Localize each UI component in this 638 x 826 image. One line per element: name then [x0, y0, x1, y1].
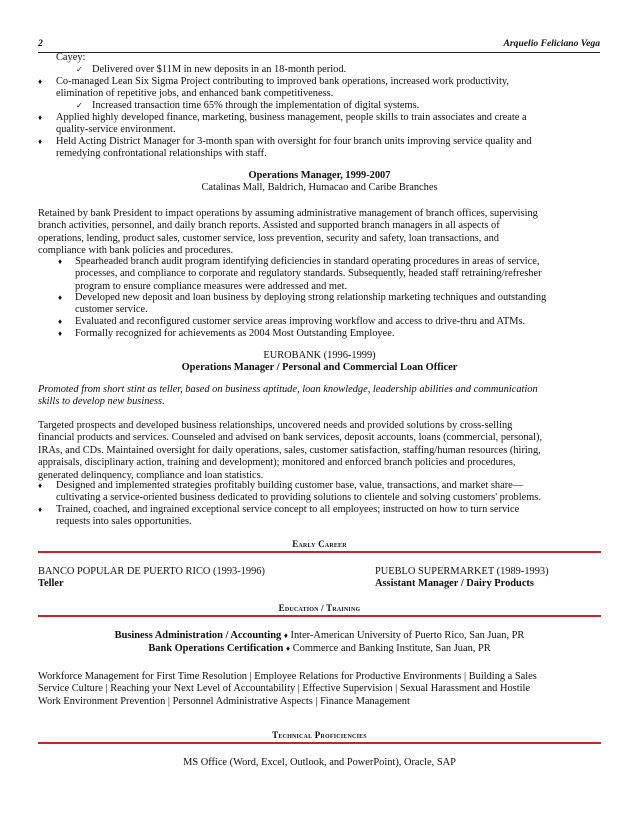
bullet-item: ♦ Trained, coached, and ingrained exceptional service concept to all employees; instructed on how to turn service requests into sales opportunities.: [38, 504, 520, 528]
bullet-item: ♦ Co-managed Lean Six Sigma Project contributing to improved bank operations, increased work productivity, elimination of repetitive jobs, and enhanced bank competitiveness.: [38, 76, 509, 100]
job-title: Teller: [38, 578, 64, 590]
diamond-bullet-icon: ♦: [286, 644, 291, 653]
section-divider: [38, 615, 601, 617]
diamond-bullet-icon: ♦: [283, 631, 288, 640]
technical-skills: MS Office (Word, Excel, Outlook, and PowerPoint), Oracle, SAP: [183, 757, 456, 768]
diamond-bullet-icon: ♦: [58, 329, 63, 338]
bullet-item: ♦ Spearheaded branch audit program identifying deficiencies in standard operating procedures in areas of service, processes, and compliance to corporate and regulatory standards. Subsequently, headed staff retraining/refresher program to ensure compliance measures were addressed and met.: [58, 256, 542, 292]
bullet-item: ♦ Applied highly developed finance, marketing, business management, people skills to train associates and create a quality-service environment.: [38, 112, 527, 136]
bullet-item: ♦ Evaluated and reconfigured customer service areas improving workflow and access to drive-thru and ATMs.: [58, 316, 526, 327]
diamond-bullet-icon: ♦: [58, 317, 63, 326]
job-title: Assistant Manager / Dairy Products: [375, 578, 534, 590]
job-title: Operations Manager, 1999-2007: [248, 170, 391, 181]
job-title: Operations Manager / Personal and Commercial Loan Officer: [181, 362, 458, 373]
diamond-bullet-icon: ♦: [38, 113, 43, 122]
diamond-bullet-icon: ♦: [38, 137, 43, 146]
diamond-bullet-icon: ♦: [38, 77, 43, 86]
eurobank-paragraph: Targeted prospects and developed business relationships, uncovered needs and provided solutions by cross-selling financial products and services. Counseled and advised on bank services, deposit accounts, loans (commercial, personal), IRAs, and CDs. Maintained oversight for daily operations, sales, customer satisfaction, staffing/human resources (hiring, appraisals, disciplinary action, training and development); monitored and enforced branch policies and procedures, generated delinquency, compliance and loan statistics.: [38, 420, 543, 481]
section-divider: [38, 742, 601, 744]
check-item: ✓ Increased transaction time 65% through the implementation of digital systems.: [76, 100, 420, 111]
ops-paragraph: Retained by bank President to impact operations by assuming administrative management of branch offices, supervising branch activities, personnel, and daily branch reports. Assisted and supported branch managers in all aspects of operations, lending, product sales, customer service, loss prevention, security and safety, loan transactions, and compliance with bank policies and procedures.: [38, 208, 538, 257]
page-number: 2: [38, 38, 43, 49]
checkmark-icon: ✓: [76, 65, 83, 74]
page-header: [38, 38, 600, 53]
check-item: ✓ Delivered over $11M in new deposits in an 18-month period.: [76, 64, 347, 75]
section-heading-technical: Technical Proficiencies: [272, 730, 367, 740]
early-career-left: [38, 566, 265, 591]
header-name: Arquelio Feliciano Vega: [503, 38, 600, 49]
company-name: PUEBLO SUPERMARKET (1989-1993): [375, 566, 549, 577]
bullet-item: ♦ Designed and implemented strategies profitably building customer base, value, transactions, and market share— cultivating a service-oriented business dedicated to providing solutions to clientele and solving customers' problems.: [38, 480, 541, 504]
company-name: BANCO POPULAR DE PUERTO RICO (1993-1996): [38, 566, 265, 577]
promotion-note: Promoted from short stint as teller, based on business aptitude, loan knowledge, leadership abilities and communication skills to develop new business.: [38, 384, 538, 408]
job-location: Catalinas Mall, Baldrich, Humacao and Caribe Branches: [201, 182, 438, 193]
section-heading-education: Education / Training: [278, 603, 361, 613]
company-name: EUROBANK (1996-1999): [263, 350, 376, 361]
education-entry: Business Administration / Accounting ♦ Inter-American University of Puerto Rico, San Juan, PR: [114, 630, 525, 641]
continued-label: Cayey:: [56, 52, 86, 63]
section-heading-early-career: Early Career: [292, 539, 347, 549]
checkmark-icon: ✓: [76, 101, 83, 110]
education-entry: Bank Operations Certification ♦ Commerce and Banking Institute, San Juan, PR: [148, 643, 491, 654]
diamond-bullet-icon: ♦: [58, 293, 63, 302]
bullet-item: ♦ Held Acting District Manager for 3-month span with oversight for four branch units improving service quality and remedying confrontational relationships with staff.: [38, 136, 532, 160]
bullet-item: ♦ Developed new deposit and loan business by deploying strong relationship marketing techniques and outstanding customer service.: [58, 292, 547, 316]
diamond-bullet-icon: ♦: [38, 481, 43, 490]
section-divider: [38, 551, 601, 553]
training-list: Workforce Management for First Time Resolution | Employee Relations for Productive Environments | Building a Sales Service Culture | Reaching your Next Level of Accountability | Effective Supervision | Sexual Harassment and Hostile Work Environment Prevention | Personnel Administrative Aspects | Finance Management: [38, 671, 537, 707]
bullet-item: ♦ Formally recognized for achievements as 2004 Most Outstanding Employee.: [58, 328, 395, 339]
diamond-bullet-icon: ♦: [38, 505, 43, 514]
diamond-bullet-icon: ♦: [58, 257, 63, 266]
early-career-right: [375, 566, 549, 591]
